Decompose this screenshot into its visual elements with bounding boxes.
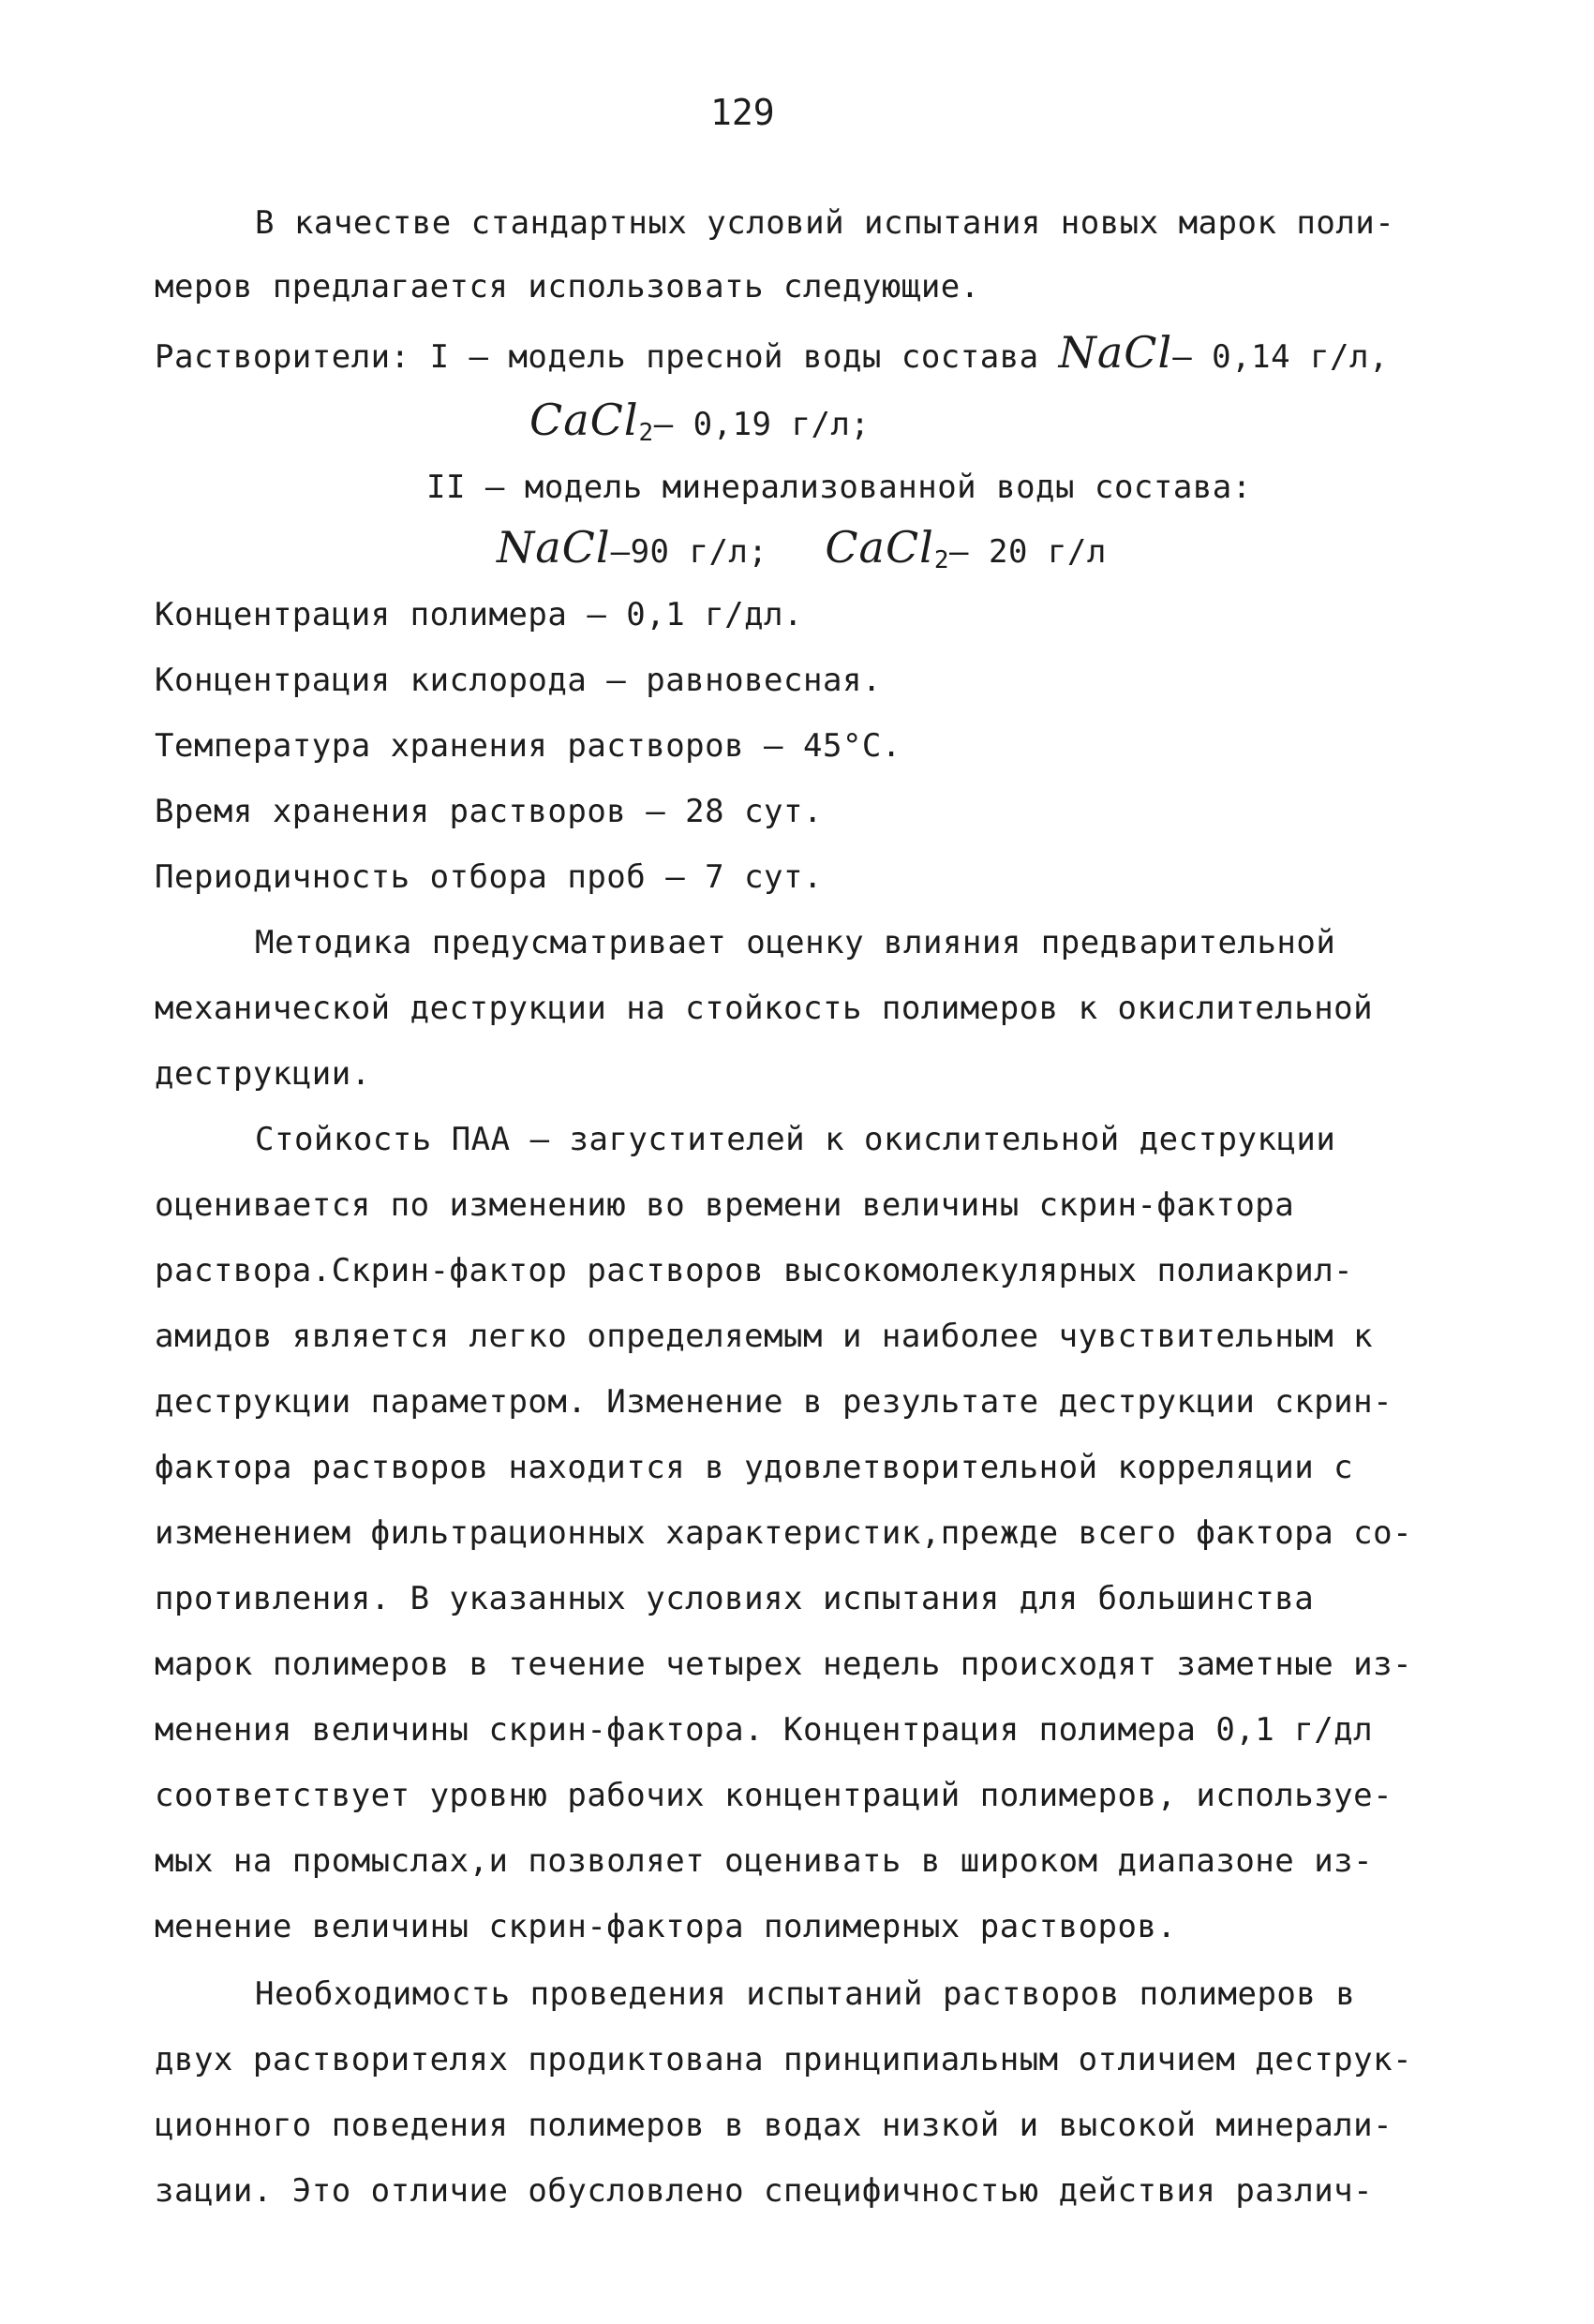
para2-line-9: марок полимеров в течение четырех недель происходят заметные из- bbox=[155, 1646, 1413, 1683]
condition-polymer-concentration: Концентрация полимера – 0,1 г/дл. bbox=[155, 596, 804, 633]
para2-line-4: амидов является легко определяемым и наиболее чувствительным к bbox=[155, 1318, 1374, 1355]
solvent-2-nacl-value: –90 г/л; bbox=[610, 533, 768, 571]
para1-line-2: механической деструкции на стойкость полимеров к окислительной bbox=[155, 990, 1374, 1027]
condition-oxygen-concentration: Концентрация кислорода – равновесная. bbox=[155, 662, 882, 699]
solvent-1-cacl-value: – 0,19 г/л; bbox=[653, 406, 871, 443]
condition-storage-time: Время хранения растворов – 28 сут. bbox=[155, 793, 823, 830]
para3-line-4: зации. Это отличие обусловлено специфичностью действия различ- bbox=[155, 2172, 1374, 2210]
solvent-2-nacl: NaCl bbox=[497, 522, 611, 573]
solvent-1-cacl-subscript: 2 bbox=[638, 419, 654, 447]
para2-line-3: раствора.Скрин-фактор растворов высокомолекулярных полиакрил- bbox=[155, 1252, 1354, 1289]
para2-line-2: оценивается по изменению во времени величины скрин-фактора bbox=[155, 1186, 1295, 1224]
solvent-2-cacl: CaCl bbox=[825, 522, 934, 573]
para3-line-1: Необходимость проведения испытаний растворов полимеров в bbox=[255, 1975, 1356, 2013]
para2-line-12: мых на промыслах,и позволяет оценивать в широком диапазоне из- bbox=[155, 1842, 1374, 1880]
solvent-2-cacl-value: – 20 г/л bbox=[949, 533, 1107, 571]
para2-line-1: Стойкость ПАА – загустителей к окислительной деструкции bbox=[255, 1121, 1336, 1158]
para1-line-1: Методика предусматривает оценку влияния предварительной bbox=[255, 924, 1336, 961]
solvent-label: Растворители: I – модель пресной воды состава bbox=[155, 338, 1039, 376]
intro-line-1: В качестве стандартных условий испытания новых марок поли- bbox=[255, 204, 1395, 242]
intro-line-2: меров предлагается использовать следующие. bbox=[155, 268, 980, 305]
para2-line-6: фактора растворов находится в удовлетворительной корреляции с bbox=[155, 1449, 1354, 1486]
para3-line-3: ционного поведения полимеров в водах низкой и высокой минерали- bbox=[155, 2107, 1393, 2144]
para2-line-8: противления. В указанных условиях испытания для большинства bbox=[155, 1580, 1315, 1617]
solvent-1-nacl: NaCl bbox=[1058, 327, 1173, 378]
solvent-1-cacl-line bbox=[529, 395, 871, 452]
para3-line-2: двух растворителях продиктована принципиальным отличием деструк- bbox=[155, 2041, 1413, 2078]
solvent-1-nacl-value: – 0,14 г/л, bbox=[1172, 338, 1389, 376]
condition-sampling-period: Периодичность отбора проб – 7 сут. bbox=[155, 858, 823, 896]
para2-line-10: менения величины скрин-фактора. Концентрация полимера 0,1 г/дл bbox=[155, 1711, 1374, 1749]
solvent-2-line bbox=[497, 522, 1107, 579]
para1-line-3: деструкции. bbox=[155, 1055, 371, 1093]
para2-line-5: деструкции параметром. Изменение в результате деструкции скрин- bbox=[155, 1383, 1393, 1421]
condition-storage-temperature: Температура хранения растворов – 45°С. bbox=[155, 727, 901, 765]
para2-line-7: изменением фильтрационных характеристик,прежде всего фактора со- bbox=[155, 1514, 1413, 1552]
solvent-2-label: II – модель минерализованной воды состава: bbox=[426, 469, 1252, 506]
page-number: 129 bbox=[710, 92, 775, 133]
solvent-1-line bbox=[155, 327, 1389, 378]
para2-line-11: соответствует уровню рабочих концентраций полимеров, используе- bbox=[155, 1777, 1393, 1814]
solvent-1-cacl: CaCl bbox=[529, 395, 639, 445]
para2-line-13: менение величины скрин-фактора полимерных растворов. bbox=[155, 1908, 1177, 1945]
solvent-2-cacl-subscript: 2 bbox=[933, 546, 950, 574]
